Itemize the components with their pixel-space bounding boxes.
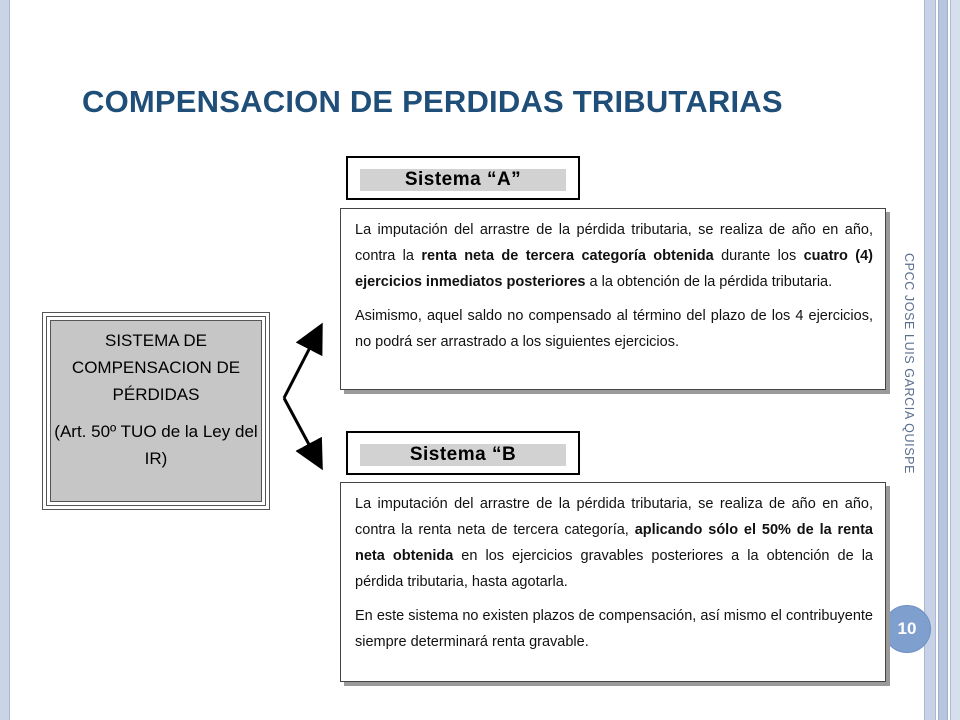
- system-a-paragraph-2: Asimismo, aquel saldo no compensado al término del plazo de los 4 ejercicios, no podrá ser arrastrado a los siguientes ejercicios.: [355, 308, 873, 350]
- system-b-paragraph-2: En este sistema no existen plazos de compensación, así mismo el contribuyente siempre determinará renta gravable.: [355, 608, 873, 650]
- system-a-header-label: Sistema “A”: [360, 169, 566, 191]
- system-a-paragraph-1: La imputación del arrastre de la pérdida tributaria, se realiza de año en año, contra la renta neta de tercera categoría obtenida durante los cuatro (4) ejercicios inmediatos posteriores a la obtención de la pérdida tributaria.: [355, 222, 873, 290]
- system-b-header: [346, 431, 580, 475]
- system-a-header: [346, 156, 580, 200]
- page-number-badge: 10: [883, 605, 931, 653]
- arrow-to-system-b: [284, 398, 320, 465]
- system-b-paragraph-1: La imputación del arrastre de la pérdida tributaria, se realiza de año en año, contra la renta neta de tercera categoría, aplicando sólo el 50% de la renta neta obtenida en los ejercicios gravables posteriores a la obtención de la pérdida tributaria, hasta agotarla.: [355, 496, 873, 590]
- system-b-description: [340, 482, 886, 682]
- system-a-description: [340, 208, 886, 390]
- system-b-header-label: Sistema “B: [360, 444, 566, 466]
- main-system-law-reference: (Art. 50º TUO de la Ley del IR): [54, 422, 258, 468]
- slide-title: COMPENSACION DE PERDIDAS TRIBUTARIAS: [82, 84, 783, 119]
- main-system-title: SISTEMA DE COMPENSACION DE PÉRDIDAS: [71, 331, 241, 404]
- author-side-text: CPCC JOSE LUIS GARCIA QUISPE: [902, 253, 916, 475]
- arrow-to-system-a: [284, 328, 320, 398]
